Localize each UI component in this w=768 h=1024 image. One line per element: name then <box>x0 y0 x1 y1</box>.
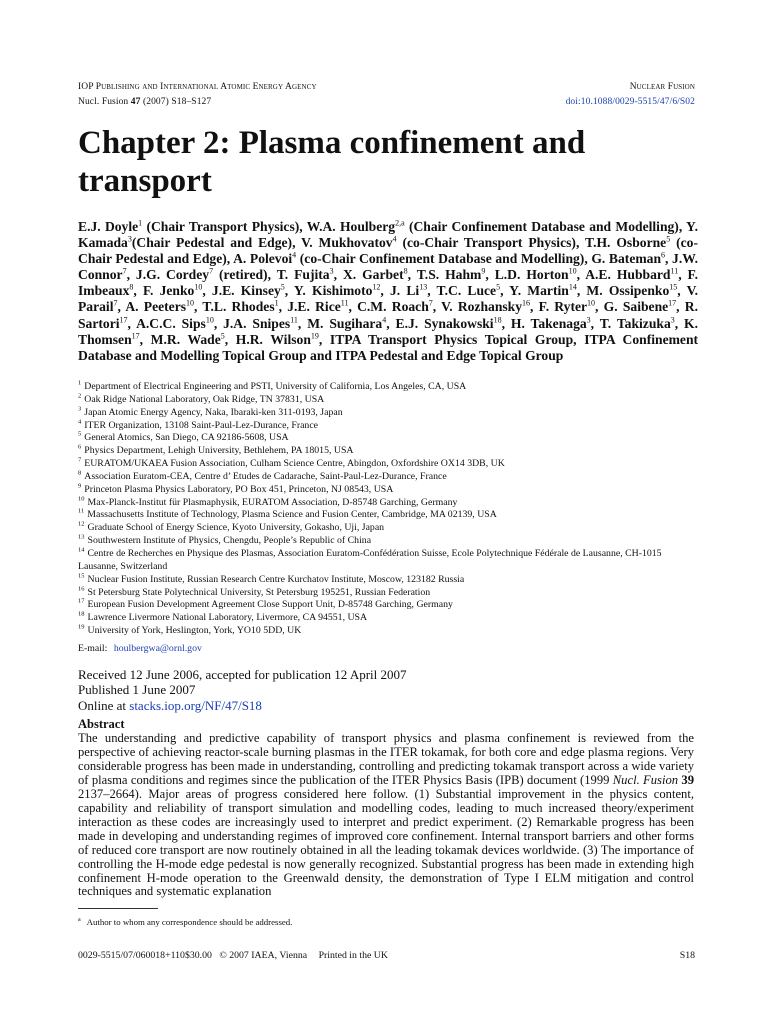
author <box>212 283 285 298</box>
affiliation-number: 2 <box>78 392 82 400</box>
author-separator: , <box>318 331 330 347</box>
affiliation-text: Princeton Plasma Physics Laboratory, PO Box 451, Princeton, NJ 08543, USA <box>84 483 394 495</box>
author-name: V. Mukhovatov <box>301 235 393 251</box>
author <box>417 267 486 282</box>
online-link[interactable]: stacks.iop.org/NF/47/S18 <box>129 697 262 713</box>
affiliation-text: Centre de Recherches en Physique des Plasmas, Association Euratom-Confédération Suisse, Ecole Polytechnique Fédérale de Lausanne, CH-1015 Lausanne, Switzerland <box>78 547 662 572</box>
author-name: J.E. Rice <box>287 299 341 315</box>
journal-name: Nuclear Fusion <box>629 82 695 92</box>
affiliation-item <box>78 587 698 600</box>
author-name: C.M. Roach <box>357 299 429 315</box>
author-affiliation-mark: 14 <box>568 282 577 292</box>
email-label: E-mail: <box>78 643 108 654</box>
author <box>223 316 298 331</box>
affiliation-item <box>78 432 698 445</box>
affiliation-text: Southwestern Institute of Physics, Chengdu, People’s Republic of China <box>87 535 372 547</box>
affiliation-number: 13 <box>78 533 85 541</box>
author-name: Y. Kamada <box>78 219 698 251</box>
author-affiliation-mark: 4 <box>392 234 397 244</box>
affiliation-item <box>78 394 698 407</box>
author-affiliation-mark: 17 <box>119 315 128 325</box>
author <box>343 267 408 282</box>
author <box>307 219 679 234</box>
footer-copyright: © 2007 IAEA, Vienna <box>219 950 308 961</box>
author-name: K. Thomsen <box>78 315 699 347</box>
online-line <box>78 698 698 713</box>
author-role: (co-Chair Transport Physics) <box>396 235 576 251</box>
author <box>585 267 678 282</box>
author <box>277 267 334 282</box>
affiliation-item <box>78 509 698 522</box>
affiliation-number: 9 <box>78 482 82 490</box>
abstract-part-1: The understanding and predictive capability of transport physics and plasma confinement is reviewed from the perspective of achieving reactor-scale burning plasmas in the ITER tokamak, for both core and edge plasma regions. Very considerable progress has been made in understanding, controlling and predicting tokamak transport across a wide variety of plasma conditions and regimes since the publication of the ITER Physics Basis (IPB) document (1999 <box>78 731 694 787</box>
author-name: T. Fujita <box>276 267 330 283</box>
abstract-journal-ref: Nucl. Fusion <box>612 772 679 787</box>
author-role: (co-Chair Pedestal and Edge) <box>78 235 698 267</box>
affiliation-text: University of York, Heslington, York, YO10 5DD, UK <box>87 625 302 637</box>
author <box>539 299 595 314</box>
affiliation-text: ITER Organization, 13108 Saint-Paul-Lez-Durance, France <box>84 419 319 431</box>
author-name: J.G. Cordey <box>135 267 210 283</box>
affiliation-number: 16 <box>78 585 85 593</box>
abstract-volume-ref: 39 <box>681 772 694 787</box>
citation-prefix: Nucl. Fusion <box>78 97 129 107</box>
affiliation-text: Max-Planck-Institut für Plasmaphysik, EURATOM Association, D-85748 Garching, Germany <box>87 496 458 508</box>
footer-code: 0029-5515/07/060018+110$30.00 <box>78 950 212 961</box>
author-affiliation-mark: 7 <box>122 266 127 276</box>
affiliation-text: St Petersburg State Polytechnical University, St Petersburg 195251, Russian Federation <box>87 586 431 598</box>
author-affiliation-mark: 10 <box>205 315 214 325</box>
published-line: Published 1 June 2007 <box>78 682 196 698</box>
affiliation-number: 3 <box>78 405 82 413</box>
author-name: J.W. Connor <box>78 251 698 283</box>
author-name: H.R. Wilson <box>235 331 311 347</box>
author-name: F. Imbeaux <box>78 267 699 299</box>
footnote-mark: a <box>78 917 81 924</box>
affiliation-item <box>78 445 698 458</box>
author-name: V. Parail <box>78 283 699 315</box>
page-number: S18 <box>679 950 695 961</box>
author-affiliation-mark: 1 <box>138 218 143 228</box>
author-role: (Chair Confinement Database and Modelling) <box>404 219 679 234</box>
author-affiliation-mark: 4 <box>292 250 297 260</box>
author-role: (Chair Transport Physics) <box>142 219 300 234</box>
author-name: T.C. Luce <box>436 283 497 299</box>
author <box>301 235 576 250</box>
author-name: W.A. Houlberg <box>306 219 396 234</box>
author-name: A. Peeters <box>125 299 187 315</box>
author-affiliation-mark: 12 <box>372 282 381 292</box>
author-name: G. Saibene <box>603 299 669 315</box>
author-affiliation-mark: 8 <box>403 266 408 276</box>
author-affiliation-mark: 7 <box>428 298 433 308</box>
author-name: A.C.C. Sips <box>136 315 206 331</box>
author-name: J. Li <box>390 283 420 299</box>
author <box>202 299 278 314</box>
author-affiliation-mark: 5 <box>666 234 671 244</box>
author-name: H. Takenaga <box>510 315 587 331</box>
footnote-text: Author to whom any correspondence should be addressed. <box>86 917 293 927</box>
footnote-rule <box>78 908 158 909</box>
affiliation-text: European Fusion Development Agreement Close Support Unit, D-85748 Garching, Germany <box>87 599 453 611</box>
author-affiliation-mark: 10 <box>194 282 203 292</box>
author <box>136 316 214 331</box>
affiliation-number: 14 <box>78 546 85 554</box>
author-name: M.R. Wade <box>150 331 221 347</box>
author <box>78 219 299 234</box>
footnote <box>78 917 292 927</box>
author-affiliation-mark: 5 <box>280 282 285 292</box>
author <box>591 251 665 266</box>
citation <box>78 97 211 107</box>
author-affiliation-mark: 17 <box>668 298 677 308</box>
author-affiliation-mark: 2,a <box>395 218 405 228</box>
affiliation-item <box>78 458 698 471</box>
affiliation-item <box>78 497 698 510</box>
author-affiliation-mark: 11 <box>340 298 349 308</box>
affiliation-item <box>78 471 698 484</box>
author-affiliation-mark: 3 <box>670 315 675 325</box>
author <box>287 299 348 314</box>
author-affiliation-mark: 15 <box>669 282 678 292</box>
affiliation-item <box>78 420 698 433</box>
affiliation-item <box>78 625 698 638</box>
affiliation-number: 15 <box>78 572 85 580</box>
author-affiliation-mark: 18 <box>493 315 502 325</box>
abstract-part-2: 2137–2664). Major areas of progress considered here follow. (1) Substantial improvement in the physics content, capability and reliability of transport simulation and modelling codes, leading to much increased theory/experiment interaction as these codes are increasingly used to interpret and predict experiment. (2) Remarkable progress has been made in developing and understanding regimes of improved core confinement. Internal transport barriers and other forms of reduced core transport are now routinely obtained in all the leading tokamak devices worldwide. (3) The importance of controlling the H-mode edge pedestal is now generally recognized. Substantial progress has been made in extending high confinement H-mode operation to the Greenwald density, the demonstration of Type I ELM mitigation and control techniques and systematic explanation <box>78 786 694 899</box>
affiliation-number: 6 <box>78 443 82 451</box>
affiliation-text: Japan Atomic Energy Agency, Naka, Ibaraki-ken 311-0193, Japan <box>84 406 343 418</box>
author <box>437 283 501 298</box>
author-name: Y. Martin <box>509 283 569 299</box>
author-affiliation-mark: 7 <box>209 266 214 276</box>
doi-link[interactable]: doi:10.1088/0029-5515/47/6/S02 <box>565 97 695 107</box>
author <box>307 316 386 331</box>
author-name: M. Ossipenko <box>586 283 670 299</box>
author-name: A.E. Hubbard <box>585 267 671 283</box>
author-affiliation-mark: 7 <box>113 298 118 308</box>
affiliation-text: Department of Electrical Engineering and PSTI, University of California, Los Angeles, CA, USA <box>84 381 467 392</box>
author-name: A. Polevoi <box>233 251 293 267</box>
author-affiliation-mark: 6 <box>661 250 666 260</box>
author-affiliation-mark: 11 <box>670 266 679 276</box>
author <box>396 316 502 331</box>
affiliation-item <box>78 535 698 548</box>
footer-left <box>78 950 388 961</box>
affiliation-item <box>78 574 698 587</box>
author <box>294 283 381 298</box>
author-affiliation-mark: 9 <box>481 266 486 276</box>
affiliation-number: 19 <box>78 623 85 631</box>
affiliation-item <box>78 599 698 612</box>
author-affiliation-mark: 3 <box>329 266 334 276</box>
author <box>357 299 433 314</box>
author-name: T. Takizuka <box>599 315 671 331</box>
author <box>125 299 194 314</box>
affiliation-item <box>78 407 698 420</box>
author-name: R. Sartori <box>78 299 698 331</box>
affiliation-number: 18 <box>78 610 85 618</box>
affiliation-number: 5 <box>78 431 82 439</box>
affiliation-text: Lawrence Livermore National Laboratory, Livermore, CA 94551, USA <box>87 612 368 624</box>
author-name: T.H. Osborne <box>585 235 667 251</box>
author <box>233 251 584 266</box>
author <box>136 267 268 282</box>
email-line <box>78 643 202 654</box>
author-name: L.D. Horton <box>494 267 569 283</box>
author-affiliation-mark: 19 <box>310 331 319 341</box>
author-affiliation-mark: 5 <box>496 282 501 292</box>
footer-printed: Printed in the UK <box>318 950 388 961</box>
affiliation-number: 1 <box>78 379 82 387</box>
author-affiliation-mark: 10 <box>587 298 596 308</box>
author-name: X. Garbet <box>342 267 404 283</box>
affiliation-text: Graduate School of Energy Science, Kyoto University, Gokasho, Uji, Japan <box>87 522 385 534</box>
affiliation-item <box>78 612 698 625</box>
author-name: M. Sugihara <box>307 315 383 331</box>
author-affiliation-mark: 1 <box>274 298 279 308</box>
author-role: (retired) <box>213 267 268 283</box>
author-names: E.J. Doyle$^1$ (Chair Transport Physics), W.A. Houlberg$^{2,a}$ (Chair Confinement Database and Modelling), Y. Kamada$^3$(Chair Pedestal and Edge), V. Mukhovatov$^4$ (co-Chair Transport Physics), T.H. Osborne$^5$ (co-Chair Pedestal and Edge), A. Polevoi$^4$ (co-Chair Confinement Database and Modelling), G. Bateman$^6$, J.W. Connor$^7$, J.G. Cordey$^7$ (retired), T. Fujita$^3$, X. Garbet$^8$, T.S. Hahm$^9$, L.D. Horton$^{10}$, A.E. Hubbard$^{11}$, F. Imbeaux$^8$, F. Jenko$^{10}$, J.E. Kinsey$^5$, Y. Kishimoto$^{12}$, J. Li$^{13}$, T.C. Luce$^5$, Y. Martin$^{14}$, M. Ossipenko$^{15}$, V. Parail$^7$, A. Peeters$^{10}$, T.L. Rhodes$^1$, J.E. Rice$^{11}$, C.M. Roach$^7$, V. Rozhansky$^{16}$, F. Ryter$^{10}$, G. Saibene$^{17}$, R. Sartori$^{17}$, A.C.C. Sips$^{10}$, J.A. Snipes$^{11}$, M. Sugihara$^4$, E.J. Synakowski$^{18}$, H. Takenaga$^3$, T. Takizuka$^3$, K. Thomsen$^{17}$, M.R. Wade$^5$, H.R. Wilson$^{19}$ <box>78 218 699 347</box>
affiliation-text: General Atomics, San Diego, CA 92186-5608, USA <box>84 432 289 444</box>
author-affiliation-mark: 17 <box>131 331 140 341</box>
author-list <box>78 219 698 364</box>
author-name: J.E. Kinsey <box>211 283 281 299</box>
author-name: V. Rozhansky <box>441 299 523 315</box>
affiliation-item <box>78 548 698 574</box>
author <box>151 332 225 347</box>
affiliation-text: Association Euratom-CEA, Centre d’ Etudes de Cadarache, Saint-Paul-Lez-Durance, France <box>84 470 447 482</box>
affiliation-text: EURATOM/UKAEA Fusion Association, Culham Science Centre, Abingdon, Oxfordshire OX14 3DB, UK <box>84 458 505 470</box>
author-name: G. Bateman <box>591 251 662 267</box>
author-affiliation-mark: 4 <box>382 315 387 325</box>
author <box>600 316 675 331</box>
author-affiliation-mark: 16 <box>522 298 531 308</box>
author <box>441 299 530 314</box>
author-affiliation-mark: 11 <box>290 315 298 325</box>
affiliation-text: Oak Ridge National Laboratory, Oak Ridge, TN 37831, USA <box>84 393 325 405</box>
publication-dates <box>78 667 698 713</box>
author-name: T.S. Hahm <box>416 267 482 283</box>
author-name: Y. Kishimoto <box>293 283 373 299</box>
author <box>236 332 319 347</box>
affiliation-item <box>78 484 698 497</box>
author <box>390 283 427 298</box>
affiliation-number: 8 <box>78 469 82 477</box>
affiliation-text: Massachusetts Institute of Technology, Plasma Science and Fusion Center, Cambridge, MA 02139, USA <box>87 509 497 521</box>
author-role: (co-Chair Confinement Database and Modelling) <box>296 251 585 267</box>
author-affiliation-mark: 10 <box>568 266 577 276</box>
affiliation-number: 11 <box>78 508 85 516</box>
author-groups: ITPA Transport Physics Topical Group, ITPA Confinement Database and Modelling Topical Group and ITPA Pedestal and Edge Topical Group <box>78 331 699 363</box>
author-name: F. Jenko <box>142 283 195 299</box>
citation-volume: 47 <box>130 97 141 107</box>
author-affiliation-mark: 13 <box>419 282 428 292</box>
affiliation-text: Nuclear Fusion Institute, Russian Research Centre Kurchatov Institute, Moscow, 123182 Russia <box>87 573 465 585</box>
author <box>604 299 677 314</box>
affiliation-item <box>78 381 698 394</box>
citation-suffix: (2007) S18–S127 <box>142 97 212 107</box>
author-name: E.J. Synakowski <box>395 315 494 331</box>
author-name: E.J. Doyle <box>78 219 139 234</box>
abstract-heading: Abstract <box>78 717 125 731</box>
received-line: Received 12 June 2006, accepted for publication 12 April 2007 <box>78 667 407 682</box>
author <box>143 283 202 298</box>
author-affiliation-mark: 10 <box>186 298 195 308</box>
publisher-header: IOP Publishing and International Atomic Energy Agency <box>78 82 317 92</box>
author-role: (Chair Pedestal and Edge) <box>131 235 293 251</box>
email-link[interactable]: houlbergwa@ornl.gov <box>113 643 202 654</box>
author-affiliation-mark: 8 <box>129 282 134 292</box>
author <box>509 283 577 298</box>
author-name: F. Ryter <box>538 299 588 315</box>
abstract-text <box>78 732 694 899</box>
affiliation-number: 12 <box>78 521 85 529</box>
author <box>511 316 591 331</box>
author-affiliation-mark: 5 <box>220 331 225 341</box>
affiliation-number: 17 <box>78 598 85 606</box>
page-title: Chapter 2: Plasma confinement and transport <box>78 125 586 199</box>
author <box>495 267 577 282</box>
online-label: Online at <box>78 697 127 713</box>
author-name: T.L. Rhodes <box>202 299 275 315</box>
author-affiliation-mark: 3 <box>127 234 132 244</box>
affiliation-number: 7 <box>78 456 82 464</box>
author-affiliation-mark: 3 <box>586 315 591 325</box>
affiliation-number: 4 <box>78 418 82 426</box>
affiliation-text: Physics Department, Lehigh University, Bethlehem, PA 18015, USA <box>84 445 354 457</box>
author <box>586 283 677 298</box>
affiliation-list <box>78 381 698 638</box>
affiliation-number: 10 <box>78 495 85 503</box>
author-name: J.A. Snipes <box>223 315 291 331</box>
affiliation-item <box>78 522 698 535</box>
